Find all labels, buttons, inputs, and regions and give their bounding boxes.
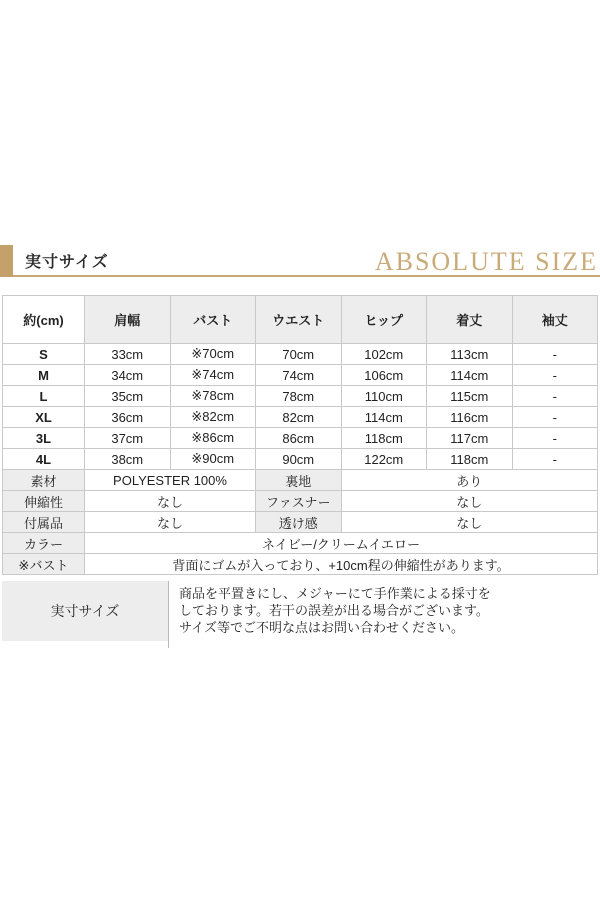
col-header-hip: ヒップ bbox=[341, 296, 427, 344]
attribute-row bbox=[3, 512, 598, 533]
attr-value: なし bbox=[341, 512, 598, 533]
cell: - bbox=[512, 344, 598, 365]
note-label: 実寸サイズ bbox=[2, 581, 168, 641]
measurement-note-block bbox=[2, 581, 598, 648]
cell: ※78cm bbox=[170, 386, 256, 407]
cell: 34cm bbox=[85, 365, 171, 386]
cell: - bbox=[512, 365, 598, 386]
cell: 78cm bbox=[256, 386, 342, 407]
section-title-ja: 実寸サイズ bbox=[25, 254, 109, 271]
cell: ※86cm bbox=[170, 428, 256, 449]
attr-label-material: 素材 bbox=[3, 470, 85, 491]
size-spec-section bbox=[0, 245, 600, 648]
size-label: 3L bbox=[3, 428, 85, 449]
section-header bbox=[0, 245, 600, 277]
col-header-sleeve: 袖丈 bbox=[512, 296, 598, 344]
note-line: しております。若干の誤差が出る場合がございます。 bbox=[179, 603, 489, 618]
cell: 110cm bbox=[341, 386, 427, 407]
attr-label-bust-note: ※バスト bbox=[3, 554, 85, 575]
cell: - bbox=[512, 386, 598, 407]
size-label: 4L bbox=[3, 449, 85, 470]
accent-square-icon bbox=[0, 245, 13, 277]
size-label: M bbox=[3, 365, 85, 386]
attr-value: なし bbox=[85, 491, 256, 512]
attr-label-stretch: 伸縮性 bbox=[3, 491, 85, 512]
attribute-row bbox=[3, 533, 598, 554]
size-label: XL bbox=[3, 407, 85, 428]
table-row bbox=[3, 386, 598, 407]
cell: 35cm bbox=[85, 386, 171, 407]
table-row bbox=[3, 344, 598, 365]
col-header-waist: ウエスト bbox=[256, 296, 342, 344]
attr-label-color: カラー bbox=[3, 533, 85, 554]
cell: 38cm bbox=[85, 449, 171, 470]
cell: 86cm bbox=[256, 428, 342, 449]
col-header-shoulder: 肩幅 bbox=[85, 296, 171, 344]
cell: ※82cm bbox=[170, 407, 256, 428]
col-header-bust: バスト bbox=[170, 296, 256, 344]
attr-value: ネイビー/クリームイエロー bbox=[85, 533, 598, 554]
cell: 118cm bbox=[341, 428, 427, 449]
cell: 36cm bbox=[85, 407, 171, 428]
cell: 70cm bbox=[256, 344, 342, 365]
section-title-en: ABSOLUTE SIZE bbox=[374, 247, 598, 276]
note-line: サイズ等でご不明な点はお問い合わせください。 bbox=[179, 620, 464, 635]
attr-label-accessory: 付属品 bbox=[3, 512, 85, 533]
cell: 116cm bbox=[427, 407, 513, 428]
attribute-row bbox=[3, 491, 598, 512]
cell: 117cm bbox=[427, 428, 513, 449]
note-line: 商品を平置きにし、メジャーにて手作業による採寸を bbox=[179, 586, 491, 601]
cell: 102cm bbox=[341, 344, 427, 365]
table-header-row bbox=[3, 296, 598, 344]
note-body bbox=[168, 581, 598, 648]
attr-value: なし bbox=[341, 491, 598, 512]
cell: 118cm bbox=[427, 449, 513, 470]
cell: 113cm bbox=[427, 344, 513, 365]
attr-label-zipper: ファスナー bbox=[256, 491, 342, 512]
table-row bbox=[3, 365, 598, 386]
size-label: S bbox=[3, 344, 85, 365]
cell: 90cm bbox=[256, 449, 342, 470]
attr-value: なし bbox=[85, 512, 256, 533]
cell: - bbox=[512, 449, 598, 470]
attr-value: 背面にゴムが入っており、+10cm程の伸縮性があります。 bbox=[85, 554, 598, 575]
cell: ※70cm bbox=[170, 344, 256, 365]
cell: - bbox=[512, 428, 598, 449]
cell: 114cm bbox=[427, 365, 513, 386]
cell: 106cm bbox=[341, 365, 427, 386]
attribute-row bbox=[3, 470, 598, 491]
attr-value: あり bbox=[341, 470, 598, 491]
size-spec-table bbox=[2, 295, 598, 575]
cell: ※74cm bbox=[170, 365, 256, 386]
size-label: L bbox=[3, 386, 85, 407]
cell: 115cm bbox=[427, 386, 513, 407]
cell: 122cm bbox=[341, 449, 427, 470]
cell: 114cm bbox=[341, 407, 427, 428]
table-row bbox=[3, 449, 598, 470]
cell: - bbox=[512, 407, 598, 428]
cell: ※90cm bbox=[170, 449, 256, 470]
table-row bbox=[3, 428, 598, 449]
attr-label-sheerness: 透け感 bbox=[256, 512, 342, 533]
table-row bbox=[3, 407, 598, 428]
col-header-length: 着丈 bbox=[427, 296, 513, 344]
cell: 82cm bbox=[256, 407, 342, 428]
attribute-row bbox=[3, 554, 598, 575]
col-header-unit: 約(cm) bbox=[3, 296, 85, 344]
attr-label-lining: 裏地 bbox=[256, 470, 342, 491]
cell: 74cm bbox=[256, 365, 342, 386]
cell: 37cm bbox=[85, 428, 171, 449]
attr-value: POLYESTER 100% bbox=[85, 470, 256, 491]
cell: 33cm bbox=[85, 344, 171, 365]
